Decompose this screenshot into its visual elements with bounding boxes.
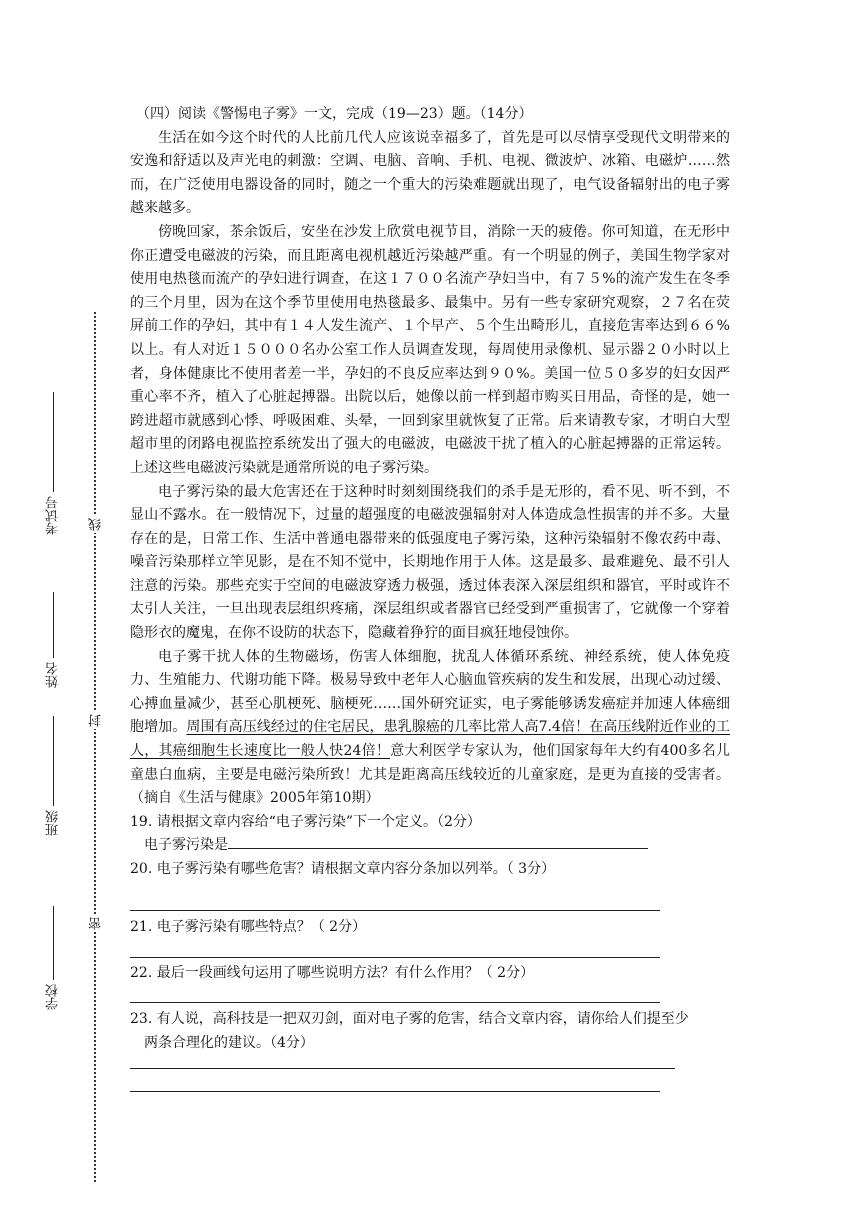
class-blank[interactable]	[53, 716, 55, 806]
exam-number-label: 考试号	[46, 496, 61, 535]
question-23	[130, 1008, 740, 1055]
exam-number-field	[44, 385, 63, 535]
seal-char-line: 线	[89, 518, 104, 531]
question-19: 19. 请根据文章内容给“电子雾污染”下一个定义。（2分）	[130, 813, 481, 830]
paragraph-3: 电子雾污染的最大危害还在于这种时时刻刻围绕我们的杀手是无形的，看不见、听不到，不显山不露水。在一般情况下，过量的超强度的电磁波强辐射对人体造成急性损害的并不多。大量存在的是，日常工作、生活中普通电器带来的低强度电子雾污染，这种污染辐射不像农药中毒、噪音污染那样立竿见影，是在不知不觉中，长期地作用于人体。这是最多、最难避免、最不引人注意的污染。那些充实于空间的电磁波穿透力极强，透过体表深入深层组织和器官，平时或许不太引人关注，一旦出现表层组织疼痛，深层组织或者器官已经受到严重损害了，它就像一个穿着隐形衣的魔鬼，在你不设防的状态下，隐藏着狰狞的面目疯狂地侵蚀你。	[130, 483, 730, 642]
seal-char-secret: 密	[89, 917, 104, 930]
underlined-sentence: 周围有高压线经过的住宅居民，患乳腺癌的几率比常人高7.4倍！在高压线附近作业的工人，其癌细胞生长速度比一般人快24倍！	[130, 719, 731, 760]
class-field	[44, 713, 63, 836]
q19-answer-row	[130, 834, 730, 858]
q19-answer-blank[interactable]	[228, 834, 648, 849]
name-label: 姓名	[46, 662, 61, 688]
school-blank[interactable]	[53, 906, 55, 980]
exam-number-blank[interactable]	[53, 392, 55, 492]
q20-answer-line[interactable]	[130, 910, 660, 911]
paragraph-4	[130, 646, 730, 811]
paragraph-4-tail: 意大利医学专家认为，他们国家每年大约有400多名儿童患白血病，主要是电磁污染所致！尤其是距离高压线较近的儿童家庭，是更为直接的受害者。（摘自《生活与健康》2005年第10期）	[130, 743, 730, 807]
q21-answer-line[interactable]	[130, 957, 660, 958]
name-field	[44, 588, 63, 688]
paragraph-4-text: 电子雾干扰人体的生物磁场，伤害人体细胞，扰乱人体循环系统、神经系统，使人体免疫力、生殖能力、代谢功能下降。极易导致中老年人心脑血管疾病的发生和发展，出现心动过缓、心搏血量减少，甚至心肌梗死、脑梗死……国外研究证实，电子雾能够诱发癌症并加速人体癌细胞增加。	[130, 648, 730, 736]
school-label: 学校	[46, 984, 61, 1010]
question-21: 21. 电子雾污染有哪些特点？（ 2分）	[130, 919, 367, 935]
paragraph-1: 生活在如今这个时代的人比前几代人应该说幸福多了，首先是可以尽情享受现代文明带来的安逸和舒适以及声光电的刺激：空调、电脑、音响、手机、电视、微波炉、冰箱、电磁炉……然而，在广泛使用电器设备的同时，随之一个重大的污染难题就出现了，电气设备辐射出的电子雾越来越多。	[130, 129, 730, 217]
school-field	[44, 905, 63, 1010]
reading-section	[130, 103, 730, 882]
section-heading: （四）阅读《警惕电子雾》一文，完成（19—23）题。（14分）	[136, 106, 533, 122]
paragraph-2: 傍晚回家，茶余饭后，安坐在沙发上欣赏电视节目，消除一天的疲倦。你可知道，在无形中你正遭受电磁波的污染，而且距离电视机越近污染越严重。有一个明显的例子，美国生物学家对使用电热毯而流产的孕妇进行调查，在这１７００名流产孕妇当中，有７５%的流产发生在冬季的三个月里，因为在这个季节里使用电热毯最多、最集中。另有一些专家研究观察，２７名在荧屏前工作的孕妇，其中有１４人发生流产、１个早产、５个生出畸形儿，直接危害率达到６６%以上。有人对近１５０００名办公室工作人员调查发现，每周使用录像机、显示器２０小时以上者，身体健康比不使用者差一半，孕妇的不良反应率达到９０%。美国一位５０多岁的妇女因严重心率不齐，植入了心脏起搏器。出院以后，她像以前一样到超市购买日用品，奇怪的是，她一跨进超市就感到心悸、呼吸困难、头晕，一回到家里就恢复了正常。后来请教专家，才明白大型超市里的闭路电视监控系统发出了强大的电磁波，电磁波干扰了植入的心脏起搏器的正常运转。上述这些电磁波污染就是通常所说的电子雾污染。	[130, 223, 730, 476]
q23-answer-line-1[interactable]	[130, 1068, 675, 1069]
seal-char-seal: 封	[89, 714, 104, 727]
question-23-line2: 两条合理化的建议。（4分）	[144, 1034, 314, 1051]
q23-answer-line-2[interactable]	[130, 1091, 660, 1092]
question-20: 20. 电子雾污染有哪些危害？请根据文章内容分条加以列举。（ 3分）	[130, 861, 556, 877]
name-blank[interactable]	[53, 592, 55, 658]
q19-prompt: 电子雾污染是	[144, 837, 228, 854]
question-22: 22. 最后一段画线句运用了哪些说明方法？有什么作用？（ 2分）	[130, 965, 535, 981]
question-23-line1: 23. 有人说，高科技是一把双刃剑，面对电子雾的危害，结合文章内容，请你给人们提至少	[130, 1011, 689, 1027]
class-label: 班级	[46, 810, 61, 836]
q22-answer-line[interactable]	[130, 1002, 660, 1003]
binding-dotted-line	[94, 312, 96, 1182]
